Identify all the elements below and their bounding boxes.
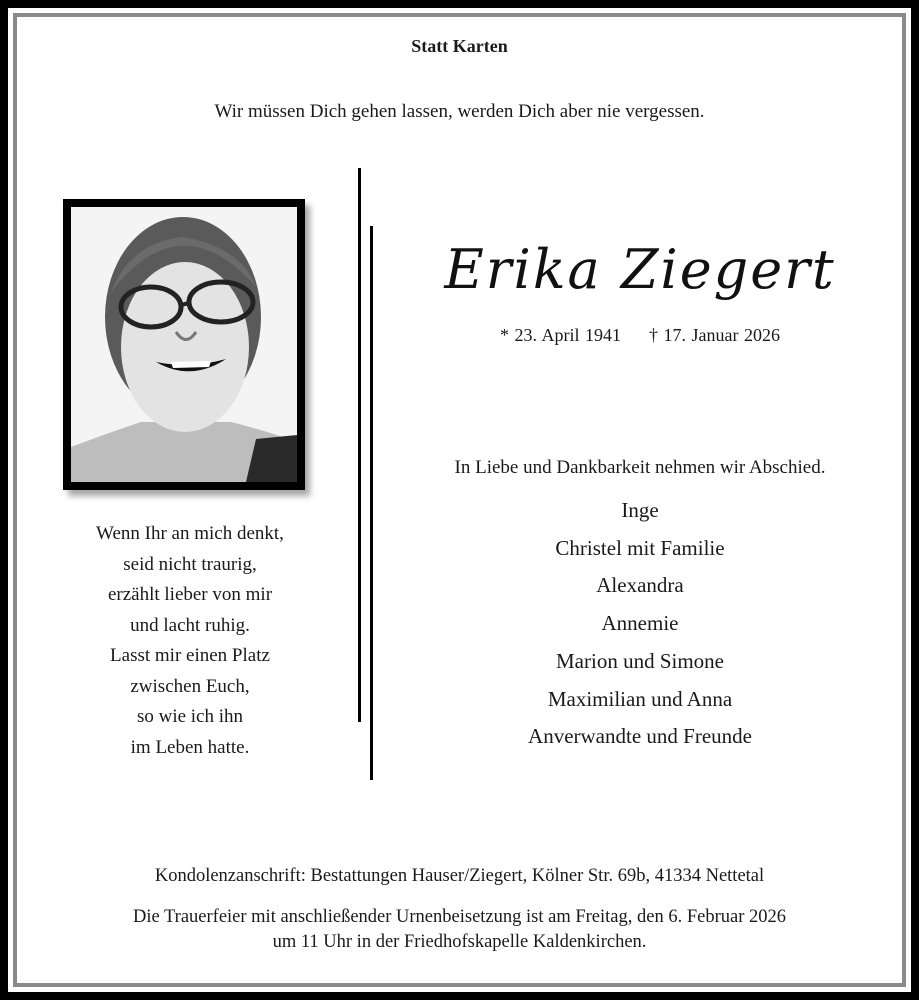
mourner: Inge [621, 498, 659, 522]
portrait-icon [71, 207, 297, 482]
motto: Wir müssen Dich gehen lassen, werden Dich aber nie vergessen. [214, 101, 705, 122]
mourner: Marion und Simone [556, 648, 724, 673]
mourners-list [400, 492, 880, 756]
header-title: Statt Karten [411, 36, 508, 56]
poem-line: so wie ich ihn [136, 706, 244, 727]
deceased-name: Erika Ziegert [444, 238, 836, 301]
poem-line: Wenn Ihr an mich denkt, [96, 523, 284, 544]
poem [55, 519, 325, 763]
poem-line: seid nicht traurig, [123, 553, 257, 575]
life-dates [420, 325, 860, 346]
farewell-text: In Liebe und Dankbarkeit nehmen wir Abschied. [454, 457, 826, 478]
condolence-address: Kondolenzanschrift: Bestattungen Hauser/Ziegert, Kölner Str. 69b, 41334 Nettetal [154, 866, 765, 886]
poem-line: Lasst mir einen Platz [110, 645, 270, 666]
mourner: Maximilian und Anna [547, 686, 733, 711]
mourner: Alexandra [596, 573, 684, 598]
ceremony-line: Die Trauerfeier mit anschließender Urnenbeisetzung ist am Freitag, den 6. Februar 2026 [133, 907, 786, 927]
poem-line: im Leben hatte. [130, 736, 250, 758]
mourner: Anverwandte und Freunde [528, 724, 752, 749]
ceremony-info [0, 905, 919, 955]
mourner: Christel mit Familie [555, 535, 725, 560]
mourner: Annemie [601, 611, 679, 636]
poem-line: zwischen Euch, [130, 675, 250, 697]
birth-date: * 23. April 1941 [500, 325, 622, 345]
poem-line: und lacht ruhig. [130, 614, 250, 636]
death-date: † 17. Januar 2026 [649, 325, 780, 345]
divider-line-left [358, 168, 361, 722]
poem-line: erzählt lieber von mir [107, 584, 273, 605]
divider-line-right [370, 226, 373, 780]
ceremony-line: um 11 Uhr in der Friedhofskapelle Kaldenkirchen. [272, 932, 647, 952]
portrait-photo [63, 199, 305, 490]
